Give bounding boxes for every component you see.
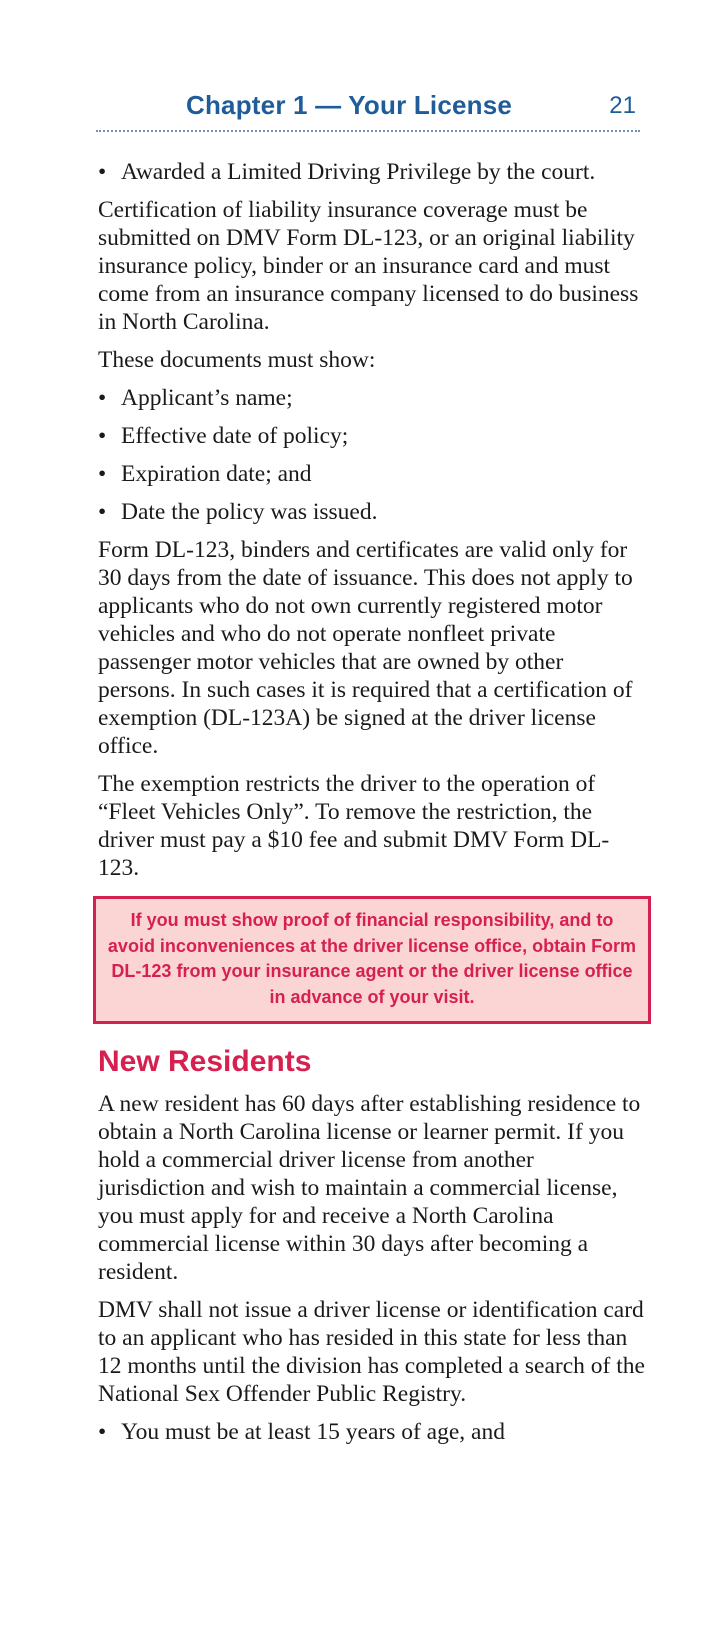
bullet-glyph: • xyxy=(98,423,107,449)
page-body xyxy=(98,158,646,1456)
bullet-glyph: • xyxy=(98,159,107,185)
dotted-divider xyxy=(96,130,640,132)
paragraph-documents: These documents must show: xyxy=(98,347,376,373)
paragraph-validity: Form DL-123, binders and certificates are valid only for 30 days from the date of issuance. This does not apply to applicants who do not own currently registered motor vehicles and who do not operate nonfleet private passenger motor vehicles that are owned by other persons. In such cases it is required that a certification of exemption (DL-123A) be signed at the driver license office. xyxy=(98,537,633,759)
paragraph-certification: Certification of liability insurance coverage must be submitted on DMV Form DL-123, or an original liability insurance policy, binder or an insurance card and must come from an insurance company licensed to do business in North Carolina. xyxy=(98,197,639,335)
chapter-title: Chapter 1 — Your License xyxy=(186,90,513,120)
paragraph-registry: DMV shall not issue a driver license or identification card to an applicant who has resided in this state for less than 12 months until the division has completed a search of the National Sex Offender Public Registry. xyxy=(98,1297,645,1407)
bullet-glyph: • xyxy=(98,1419,107,1445)
intro-bullet-list xyxy=(98,158,646,186)
list-item-text: Applicant’s name; xyxy=(121,385,293,411)
page-header xyxy=(96,86,640,128)
bullet-glyph: • xyxy=(98,461,107,487)
notice-box: If you must show proof of financial responsibility, and to avoid inconveniences at the driver license office, obtain Form DL-123 from your insurance agent or the driver license office in advance of your visit. xyxy=(93,896,651,1024)
list-item-text: Expiration date; and xyxy=(121,461,312,487)
page-number: 21 xyxy=(609,92,636,119)
list-item-text: Awarded a Limited Driving Privilege by the court. xyxy=(121,159,596,185)
bullet-glyph: • xyxy=(98,499,107,525)
final-bullet-list xyxy=(98,1418,646,1446)
list-item xyxy=(98,498,646,526)
list-item-text: You must be at least 15 years of age, and xyxy=(121,1419,505,1445)
list-item-text: Date the policy was issued. xyxy=(121,499,378,525)
list-item xyxy=(98,1418,646,1446)
list-item-text: Effective date of policy; xyxy=(121,423,349,449)
list-item xyxy=(98,460,646,488)
list-item xyxy=(98,422,646,450)
paragraph-new-resident: A new resident has 60 days after establishing residence to obtain a North Carolina license or learner permit. If you hold a commercial driver license from another jurisdiction and wish to maintain a commercial license, you must apply for and receive a North Carolina commercial license within 30 days after becoming a resident. xyxy=(98,1091,641,1285)
documents-bullet-list xyxy=(98,384,646,526)
list-item xyxy=(98,158,646,186)
section-heading: New Residents xyxy=(98,1045,312,1078)
bullet-glyph: • xyxy=(98,385,107,411)
paragraph-exemption: The exemption restricts the driver to the operation of “Fleet Vehicles Only”. To remove the restriction, the driver must pay a $10 fee and submit DMV Form DL-123. xyxy=(98,771,610,881)
list-item xyxy=(98,384,646,412)
